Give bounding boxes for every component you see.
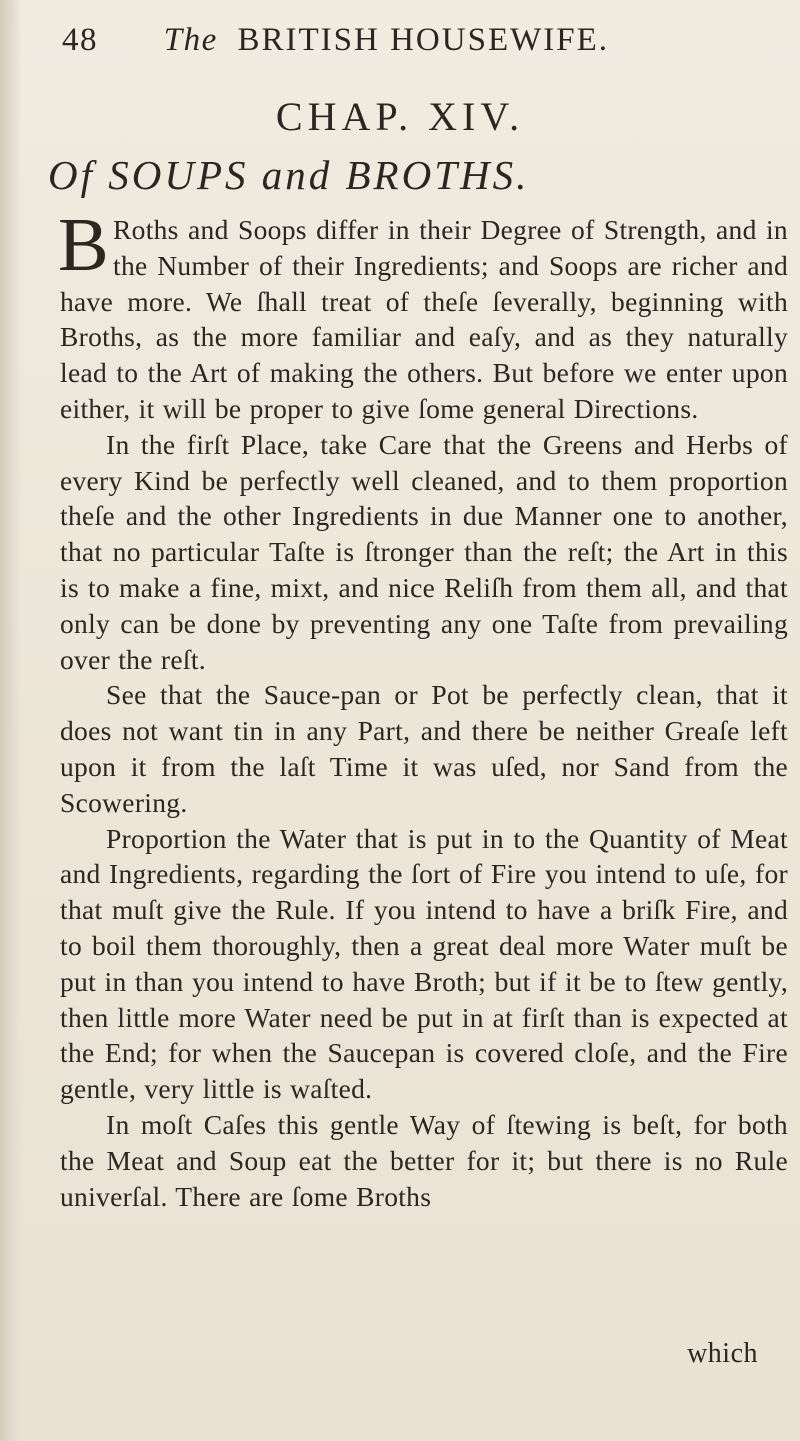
body-text	[58, 203, 788, 1214]
chapter-title: Of SOUPS and BROTHS.	[48, 152, 530, 198]
paragraph-2: In the firſt Place, take Care that the Greens and Herbs of every Kind be perfectly well cleaned, and to them proportion theſe and the other Ingredients in due Manner one to another, that no particular Taſte is ſtronger than the reſt; the Art in this is to make a fine, mixt, and nice Reliſh from them all, and that only can be done by preventing any one Taſte from prevailing over the reſt.	[60, 428, 788, 675]
chapter-heading: CHAP. XIV.	[275, 94, 525, 139]
paragraph-3: See that the Sauce-pan or Pot be perfectly clean, that it does not want tin in any Part, and there be neither Greaſe left upon it from the laſt Time it was uſed, nor Sand from the Scowering.	[60, 679, 788, 818]
drop-cap: B	[58, 203, 109, 287]
catchword: which	[687, 1338, 758, 1369]
paragraph-4: Proportion the Water that is put in to the Quantity of Meat and Ingredients, regarding the ſort of Fire you intend to uſe, for that muſt give the Rule. If you intend to have a briſk Fire, and to boil them thoroughly, then a great deal more Water muſt be put in than you intend to have Broth; but if it be to ſtew gently, then little more Water need be put in at firſt than is expected at the End; for when the Saucepan is covered cloſe, and the Fire gentle, very little is waſted.	[60, 822, 788, 1105]
running-title-prefix: The	[163, 22, 218, 58]
paragraph-1	[58, 203, 788, 427]
running-title: BRITISH HOUSEWIFE.	[237, 22, 609, 58]
running-head	[62, 10, 762, 70]
paragraph-1-text: Roths and Soops differ in their Degree of Strength, and in the Number of their Ingredients; and Soops are richer and have more. We ſhall treat of theſe ſeverally, beginning with Broths, as the more familiar and eaſy, and as they naturally lead to the Art of making the others. But before we enter upon either, it will be proper to give ſome general Directions.	[60, 214, 788, 424]
paragraph-5: In moſt Caſes this gentle Way of ſtewing is beſt, for both the Meat and Soup eat the better for it; but there is no Rule univerſal. There are ſome Broths	[60, 1108, 788, 1212]
page-gutter-shadow	[0, 0, 22, 1441]
page-number: 48	[62, 22, 98, 58]
